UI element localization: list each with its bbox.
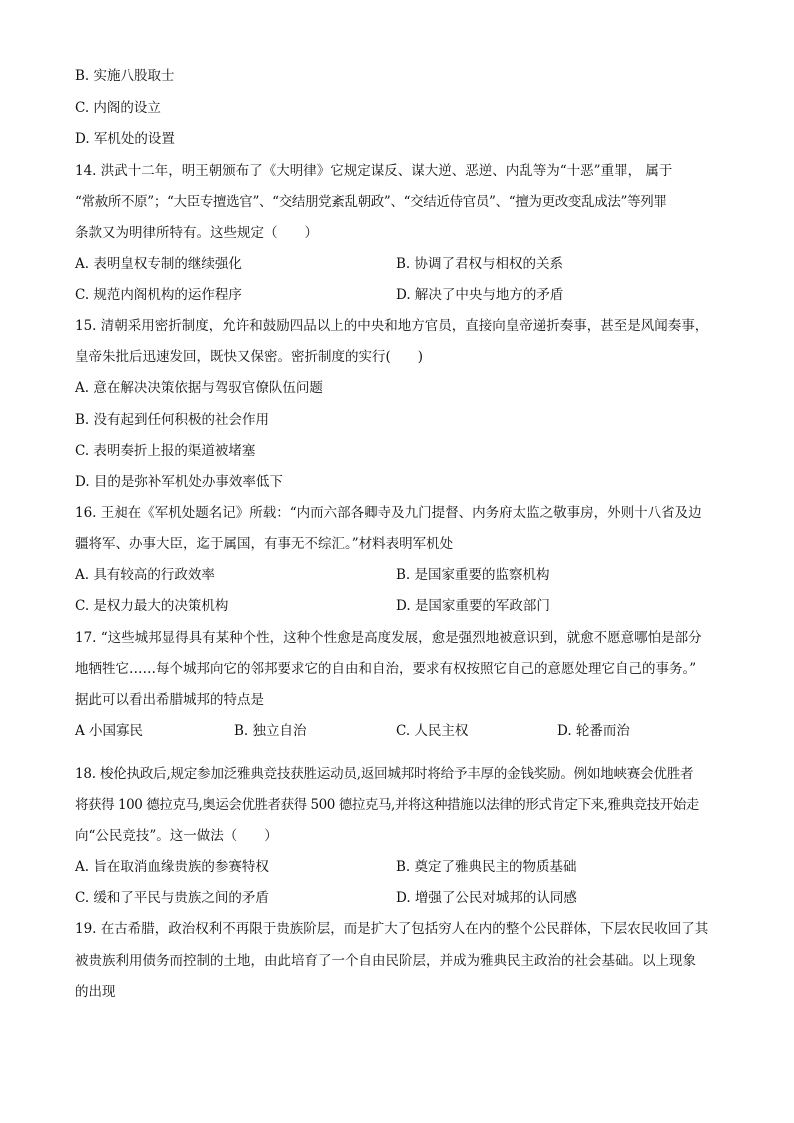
q15-option-b: B. 没有起到任何积极的社会作用	[75, 412, 270, 428]
q16-option-c: C. 是权力最大的决策机构	[75, 598, 229, 614]
q16-stem-line-1: 16. 王昶在《军机处题名记》所载：“内而六部各卿寺及九门提督、内务府太监之敬事房，外则十八省及边	[75, 505, 702, 521]
q18-option-d: D. 增强了公民对城邦的认同感	[396, 890, 577, 906]
q14-stem-line-3: 条款又为明律所特有。这些规定（ ）	[75, 225, 318, 241]
q14-option-c: C. 规范内阁机构的运作程序	[75, 287, 242, 303]
q16-option-b: B. 是国家重要的监察机构	[396, 567, 550, 583]
q18-option-b: B. 奠定了雅典民主的物质基础	[396, 859, 577, 875]
q13-option-b: B. 实施八股取士	[75, 68, 175, 84]
q18-stem-line-3: 向“公民竞技”。这一做法（ ）	[75, 828, 278, 844]
q14-option-d: D. 解决了中央与地方的矛盾	[396, 287, 564, 303]
q17-option-c: C. 人民主权	[396, 723, 469, 739]
q19-stem-line-2: 被贵族利用债务而控制的土地，由此培育了一个自由民阶层，并成为雅典民主政治的社会基础。以上现象	[75, 953, 696, 969]
q19-stem-line-3: 的出现	[75, 984, 116, 1000]
q17-option-a: A 小国寡民	[75, 723, 144, 739]
q17-option-d: D. 轮番而治	[557, 723, 630, 739]
q18-stem-line-2: 将获得 100 德拉克马,奥运会优胜者获得 500 德拉克马,并将这种措施以法律的形式肯定下来,雅典竞技开始走	[75, 797, 699, 813]
q15-option-a: A. 意在解决决策依据与驾驭官僚队伍问题	[75, 380, 323, 396]
q14-option-a: A. 表明皇权专制的继续强化	[75, 256, 242, 272]
q14-stem-line-2: “常赦所不原”；“大臣专擅选官”、“交结朋党紊乱朝政”、“交结近侍官员”、“擅为更改变乱成法”等列罪	[75, 194, 667, 210]
q15-stem-line-2: 皇帝朱批后迅速发回，既快又保密。密折制度的实行( )	[75, 349, 424, 365]
q17-stem-line-1: 17. “这些城邦显得具有某种个性，这种个性愈是高度发展，愈是强烈地被意识到，就愈不愿意哪怕是部分	[75, 630, 702, 646]
q17-stem-line-2: 地牺牲它……每个城邦向它的邻邦要求它的自由和自治，要求有权按照它自己的意愿处理它自己的事务。”	[75, 661, 697, 677]
q16-stem-line-2: 疆将军、办事大臣，迄于属国，有事无不综汇。”材料表明军机处	[75, 536, 454, 552]
q18-option-c: C. 缓和了平民与贵族之间的矛盾	[75, 890, 269, 906]
q18-option-a: A. 旨在取消血缘贵族的参赛特权	[75, 859, 269, 875]
q13-option-c: C. 内阁的设立	[75, 100, 161, 116]
q16-option-a: A. 具有较高的行政效率	[75, 567, 215, 583]
q17-stem-line-3: 据此可以看出希腊城邦的特点是	[75, 692, 264, 708]
q15-option-c: C. 表明奏折上报的渠道被堵塞	[75, 443, 256, 459]
q17-option-b: B. 独立自治	[234, 723, 307, 739]
q19-stem-line-1: 19. 在古希腊，政治权利不再限于贵族阶层，而是扩大了包括穷人在内的整个公民群体，下层农民收回了其	[75, 921, 709, 937]
q14-option-b: B. 协调了君权与相权的关系	[396, 256, 564, 272]
q16-option-d: D. 是国家重要的军政部门	[396, 598, 550, 614]
q18-stem-line-1: 18. 梭伦执政后,规定参加泛雅典竞技获胜运动员,返回城邦时将给予丰厚的金钱奖励。例如地峡赛会优胜者	[75, 766, 694, 782]
q15-stem-line-1: 15. 清朝采用密折制度，允许和鼓励四品以上的中央和地方官员，直接向皇帝递折奏事，甚至是风闻奏事，	[75, 318, 709, 334]
q15-option-d: D. 目的是弥补军机处办事效率低下	[75, 474, 283, 490]
q14-stem-line-1: 14. 洪武十二年，明王朝颁布了《大明律》它规定谋反、谋大逆、恶逆、内乱等为“十恶”重罪， 属于	[75, 163, 673, 179]
q13-option-d: D. 军机处的设置	[75, 131, 175, 147]
